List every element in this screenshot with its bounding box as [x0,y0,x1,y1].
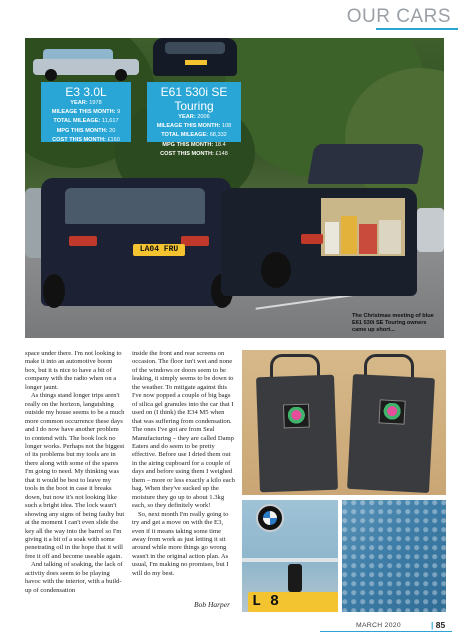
condensation-droplets [342,500,446,612]
wheel [261,252,291,288]
open-tailgate [307,144,424,184]
page-number-value: 85 [435,620,446,630]
bag-label [379,399,406,424]
tail-light-right [181,236,209,246]
paragraph: inside the front and rear screens on occasion. The floor isn't wet and none of the windows or doors seem to be leaking, it simply seems to be down to the weather. To mitigate against this I've now popped a couple of big bags of silica gel granules into the car that I used on (I think) the E34 M5 when that was suffering from condensation. The ones I've got are from Seal Manufacturing – they are called Damp Eaters and do seem to be pretty effective. Before use I dried them out in the airing cupboard for a couple of days and before using them I weighed them – more or less exactly a kilo each bag. When they've sucked up the moisture they go up to about 1.3kg each, so they definitely work! [132,350,235,510]
e3-rear-badge-photo [242,500,338,612]
spec-line-mpg [41,127,131,136]
spec-card-e61 [147,82,241,157]
page-number [431,620,445,630]
article-column-middle [132,350,236,578]
spec-value: 9 [117,109,121,116]
damp-eater-bags-photo [242,350,446,495]
spec-line-cost [41,136,131,145]
spec-label: MPG THIS MONTH: [56,127,108,134]
spec-label: MILEAGE THIS MONTH: [156,123,221,130]
spec-value: 18.4 [214,141,226,148]
spec-line-cost [147,150,241,159]
spec-card-e3 [41,82,131,142]
silica-gel-bag [347,374,435,493]
spec-label: TOTAL MILEAGE: [53,118,101,125]
spec-line-year [147,113,241,122]
boot-box [341,216,357,254]
section-title: OUR CARS [346,6,451,27]
spec-label: MPG THIS MONTH: [162,141,214,148]
paragraph: space under there. I'm not looking to make it into an automotive boom box, but it is nice to have a bit of company with the radio when on a longer jaunt. [25,350,122,391]
spec-value: 68,332 [209,132,227,139]
card-title: E3 3.0L [65,85,107,99]
spec-value: £160 [107,136,120,143]
window-condensation-photo [342,500,446,612]
damp-eater-logo-icon [286,407,307,426]
e3-saloon-inset [33,45,139,79]
tail-light-left [69,236,97,246]
silica-gel-bag [256,375,338,493]
e61-touring-inset [147,38,239,78]
footer-rule [320,631,452,632]
spec-value: 1978 [89,100,102,106]
boot-box [325,222,339,254]
spec-label: YEAR: [178,114,196,120]
e61-rear-window [165,42,225,54]
photo-caption: The Christmas meeting of blue E61 530i SE Touring owners came up short... [352,313,434,333]
spec-label: MILEAGE THIS MONTH: [51,109,116,116]
paragraph: And talking of soaking, the lack of activity does seem to be playing havoc with the interior, with a build-up of condensation [25,561,123,594]
author-signature: Bob Harper [194,600,231,609]
article-column-left [25,350,125,595]
white-car [417,208,444,252]
spec-line-total-mileage [41,117,131,126]
boot-lock-key [288,564,302,592]
bag-label [283,404,310,429]
spec-line-total-mileage [147,131,241,140]
wheel [43,274,65,308]
bmw-roundel-icon [256,504,284,532]
wheel [115,69,127,81]
rear-window [65,188,205,224]
spec-value: £148 [215,150,228,157]
spec-line-mileage-month [147,122,241,131]
hero-photo [25,38,444,338]
card-title: E61 530i SE Touring [160,85,228,113]
boot-box [379,220,401,254]
tail-light-left [301,234,323,244]
spec-label: TOTAL MILEAGE: [161,132,209,139]
spec-line-mpg [147,141,241,150]
spec-value: 11,617 [101,118,119,125]
paragraph: So, next month I'm really going to try and get a move on with the E3, even if it means taking some time away from work as just letting it sit around while more things go wrong wasn't in the original action plan. As usual, I'm making no promises, but I will do my best. [132,510,229,577]
spec-line-year [41,99,131,108]
spec-label: YEAR: [70,100,88,106]
spec-value: 20 [109,127,116,134]
roundel-centre [263,511,277,525]
page-number-accent-icon: | [431,620,434,630]
spec-label: COST THIS MONTH: [160,150,214,157]
spec-line-mileage-month [41,108,131,117]
number-plate: LA04 FRU [133,244,185,256]
section-title-rule [376,28,458,30]
boot-box [359,224,377,254]
paragraph: As things stand longer trips aren't really on the horizon, languishing outside my house seems to be a much more common occurrence these days and I do now have another problem to contend with. The book lock no longer works. Perhaps not the biggest of its problems but my tools are in there along with some of the spares I'm going to need. My thinking was that it would be best to leave my tools in the boot in case it breaks down, but now it's not looking like such a bright idea. The lock wasn't showing any signs of being faulty but at the moment I can't even slide the key all the way into the barrel so I'm giving it a bit of a soak with some penetrating oil in the hope that it will free it off and become useable again. [25,392,125,560]
spec-value: 108 [221,123,232,130]
issue-date: MARCH 2020 [356,622,401,629]
damp-eater-logo-icon [382,403,403,422]
spec-label: COST THIS MONTH: [52,136,106,143]
chrome-trim [242,558,338,562]
spec-value: 2006 [197,114,210,120]
e61-plate [185,60,207,65]
wheel [45,69,57,81]
e3-number-plate: L 8 [248,592,338,612]
